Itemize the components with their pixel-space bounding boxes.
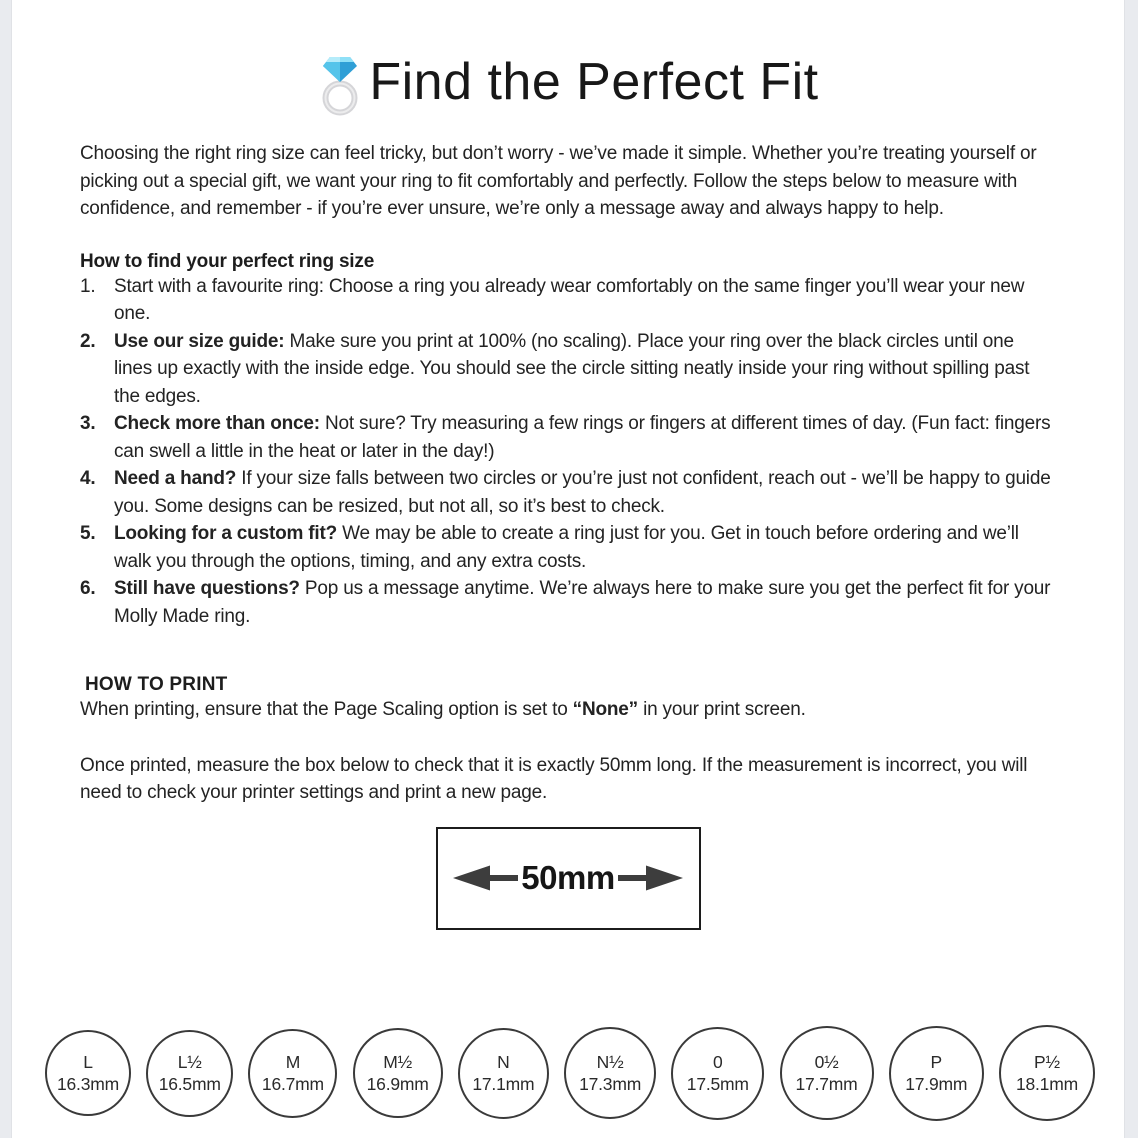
ring-size-circle (458, 1028, 549, 1119)
step-number: 3. (80, 413, 96, 434)
size-letter: M (285, 1051, 301, 1072)
size-diameter: 17.3mm (579, 1074, 642, 1094)
size-diameter: 16.5mm (158, 1074, 221, 1094)
size-diameter: 17.7mm (795, 1074, 858, 1094)
size-letter: M½ (383, 1051, 413, 1072)
print-check-instruction: Once printed, measure the box below to check that it is exactly 50mm long. If the measurement is incorrect, you will need to check your printer settings and print a new page. (80, 754, 1028, 803)
print-instruction-start: When printing, ensure that the Page Scaling option is set to (80, 699, 573, 720)
left-arrow-icon (452, 863, 518, 893)
step-item (80, 410, 1056, 465)
size-diameter: 16.7mm (261, 1074, 324, 1094)
step-item (80, 328, 1056, 411)
size-diameter: 18.1mm (1015, 1074, 1078, 1094)
ruler-label: 50mm (521, 859, 615, 896)
steps-list (80, 273, 1056, 631)
document-page (12, 0, 1124, 1138)
step-number: 6. (80, 578, 96, 599)
ring-size-circle (45, 1030, 131, 1116)
steps-heading: How to find your perfect ring size (80, 250, 375, 272)
intro-paragraph: Choosing the right ring size can feel tricky, but don’t worry - we’ve made it simple. Whether you’re treating yourself or picking out a special gift, we want your ring to fit comfortably and perfectly. Follow the steps below to measure with confidence, and remember - if you’re ever unsure, we’re only a message away and always happy to help. (80, 143, 1037, 219)
size-letter: N½ (596, 1051, 624, 1072)
ring-size-circle (999, 1025, 1095, 1121)
ring-size-circle (564, 1027, 656, 1119)
step-item (80, 575, 1056, 630)
ring-size-circle (889, 1026, 984, 1121)
size-letter: P (930, 1051, 942, 1072)
right-arrow-icon (618, 863, 684, 893)
step-text: Check more than once: Not sure? Try measuring a few rings or fingers at different times of day. (Fun fact: fingers can swell a little in the heat or later in the day!) (114, 413, 1051, 462)
step-number: 1. (80, 275, 96, 297)
size-letter: 0½ (814, 1051, 839, 1072)
size-diameter: 17.9mm (905, 1074, 968, 1094)
size-letter: N (497, 1051, 510, 1072)
size-diameter: 17.5mm (686, 1074, 749, 1094)
ring-size-circle (248, 1029, 337, 1118)
print-instruction (80, 696, 1056, 724)
step-item (80, 520, 1056, 575)
page-title (80, 50, 1056, 116)
step-item (80, 465, 1056, 520)
size-letter: 0 (713, 1051, 723, 1072)
size-diameter: 16.3mm (56, 1074, 119, 1094)
ring-size-circle (780, 1026, 874, 1120)
print-instruction-end: in your print screen. (637, 699, 806, 720)
step-text: Use our size guide: Make sure you print at 100% (no scaling). Place your ring over the black circles until one lines up exactly with the inside edge. You should see the circle sitting neatly inside your ring without spilling past the edges. (114, 330, 1030, 407)
size-diameter: 16.9mm (366, 1074, 429, 1094)
size-diameter: 17.1mm (472, 1074, 535, 1094)
ring-sizes-row (45, 1025, 1095, 1121)
ring-size-circle (353, 1028, 443, 1118)
size-letter: L½ (177, 1051, 202, 1072)
ring-size-circle (671, 1027, 764, 1120)
step-text: Start with a favourite ring: Choose a ring you already wear comfortably on the same finger you’ll wear your new one. (114, 275, 1025, 324)
print-heading: HOW TO PRINT (85, 674, 228, 695)
ring-size-circle (146, 1030, 233, 1117)
step-number: 2. (80, 330, 96, 352)
step-text: Still have questions? Pop us a message anytime. We’re always here to make sure you get the perfect fit for your Molly Made ring. (114, 578, 1051, 627)
step-number: 5. (80, 523, 96, 544)
step-item (80, 273, 1056, 328)
step-text: Looking for a custom fit? We may be able to create a ring just for you. Get in touch before ordering and we’ll walk you through the options, timing, and any extra costs. (114, 523, 1019, 572)
page-title-text: Find the Perfect Fit (369, 53, 819, 112)
print-instruction-bold: “None” (572, 699, 638, 720)
size-letter: L (83, 1051, 93, 1072)
step-text: Need a hand? If your size falls between two circles or you’re just not confident, reach out - we’ll be happy to guide you. Some designs can be resized, but not all, so it’s best to check. (114, 468, 1051, 517)
ring-icon (317, 50, 363, 116)
size-letter: P½ (1034, 1051, 1060, 1072)
step-number: 4. (80, 468, 96, 489)
calibration-box (436, 827, 701, 930)
